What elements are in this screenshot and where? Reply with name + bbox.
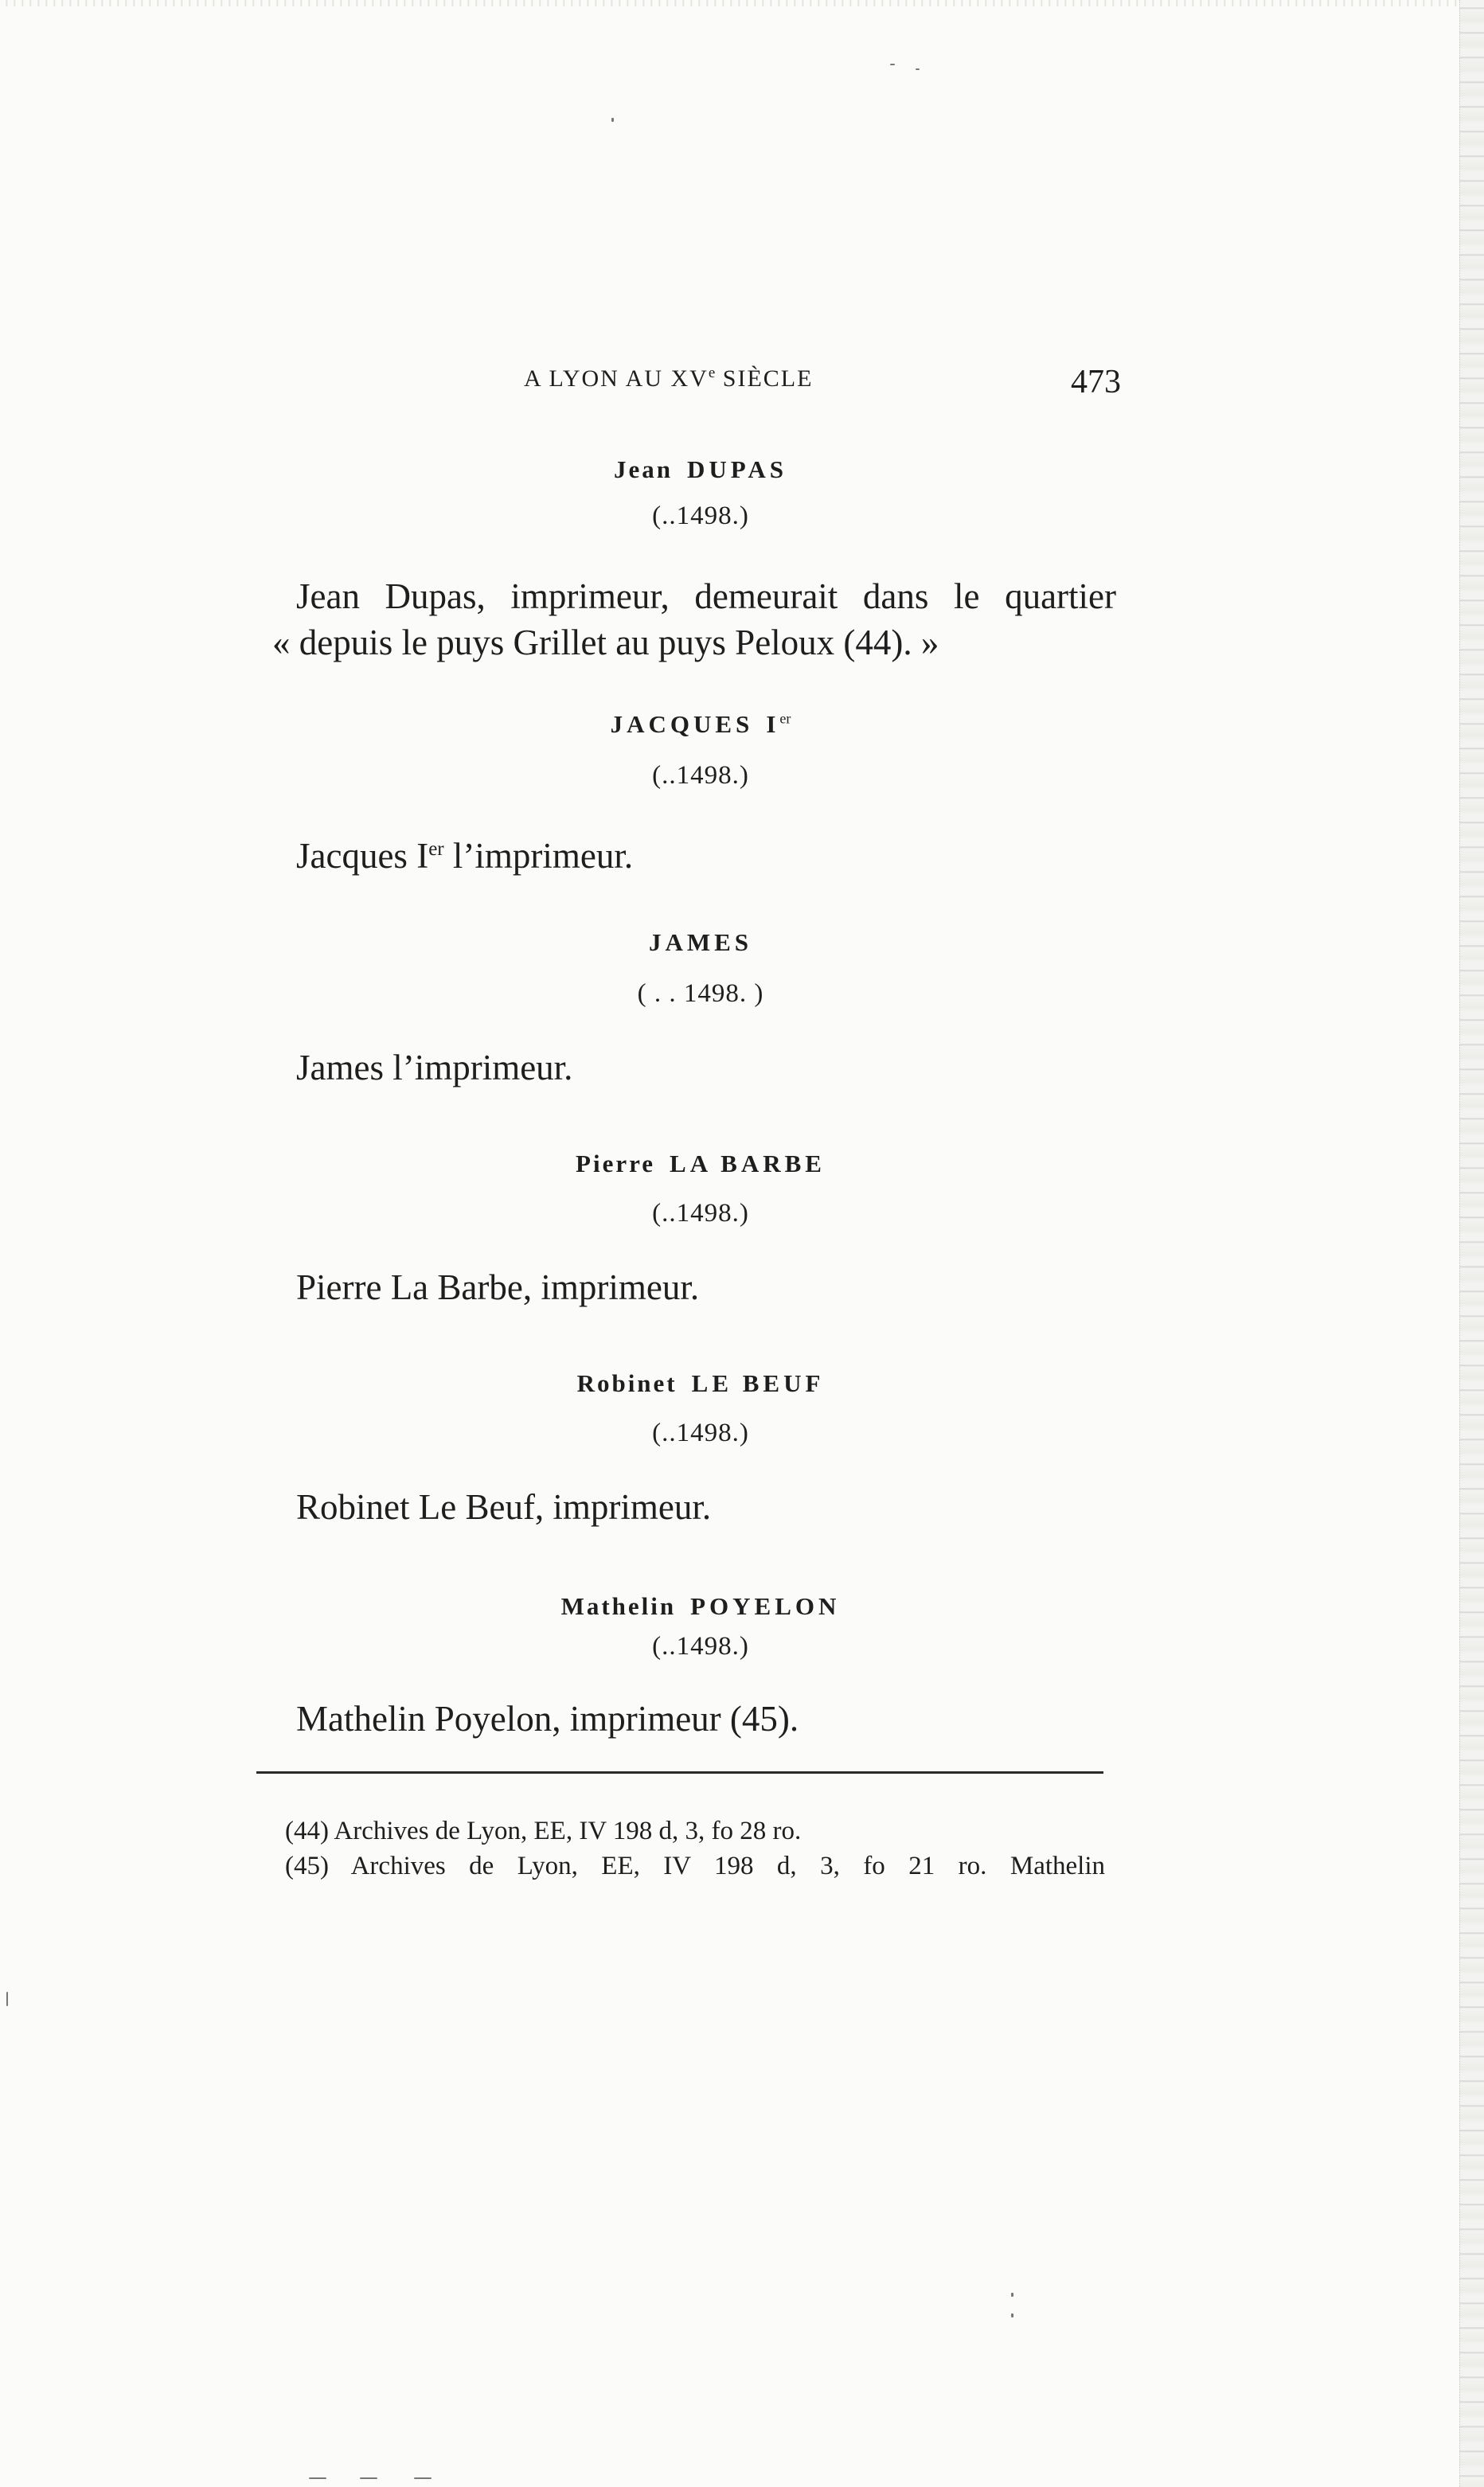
- entry-body-line-sup: er: [428, 838, 444, 860]
- scan-speck: [890, 64, 895, 65]
- entry-surname: JACQUES: [610, 710, 754, 738]
- entry-body-la-barbe: [296, 1264, 1116, 1310]
- scan-speck: [6, 1992, 8, 2006]
- entry-given-name: Robinet: [576, 1369, 678, 1397]
- entry-date-dupas: (..1498.): [652, 502, 749, 530]
- entry-heading-poyelon: [287, 1592, 1115, 1621]
- scan-speck: [309, 2477, 326, 2479]
- entry-heading-le-beuf: [287, 1369, 1115, 1398]
- entry-body-line: James l’imprimeur.: [296, 1048, 573, 1087]
- entry-body-le-beuf: [296, 1484, 1116, 1530]
- running-head-title-a: A LYON AU XV: [524, 365, 709, 392]
- entry-heading-jacques: [287, 710, 1115, 739]
- entry-body-jacques: [296, 826, 1116, 879]
- entry-surname: POYELON: [690, 1592, 841, 1620]
- entry-given-name: Pierre: [576, 1150, 656, 1177]
- footnote-44: (44) Archives de Lyon, EE, IV 198 d, 3, fo 28 ro.: [285, 1817, 802, 1845]
- entry-body-poyelon: [296, 1696, 1116, 1742]
- entry-date-le-beuf: (..1498.): [652, 1419, 749, 1447]
- entry-surname-suffix: I: [766, 710, 780, 738]
- scan-speck: [1011, 2313, 1013, 2317]
- entry-heading-la-barbe: [287, 1150, 1115, 1178]
- entry-date-james: ( . . 1498. ): [637, 979, 764, 1008]
- entry-body-line: [296, 826, 1116, 879]
- entry-body-line: Jean Dupas, imprimeur, demeurait dans le quartier: [296, 576, 1116, 616]
- footnote-rule: [256, 1771, 1103, 1774]
- entry-given-name: Jean: [613, 455, 673, 483]
- entry-date-la-barbe: (..1498.): [652, 1199, 749, 1228]
- scan-speck: [1011, 2293, 1013, 2297]
- scan-speck: [916, 68, 920, 70]
- entry-body-line: Robinet Le Beuf, imprimeur.: [296, 1487, 712, 1527]
- entry-date-jacques: (..1498.): [652, 761, 749, 790]
- running-head-superscript: e: [708, 365, 716, 381]
- page-number: 473: [1071, 364, 1121, 400]
- entry-body-james: [296, 1044, 1116, 1091]
- scan-speck: [360, 2477, 377, 2479]
- entry-body-line-part: Jacques I: [296, 836, 429, 876]
- entry-body-line: « depuis le puys Grillet au puys Peloux (44). »: [272, 623, 939, 662]
- entry-surname: LA BARBE: [670, 1150, 826, 1177]
- entry-body-dupas: [272, 573, 1116, 666]
- entry-surname-suffix-sup: er: [779, 710, 791, 727]
- entry-body-line: Pierre La Barbe, imprimeur.: [296, 1267, 700, 1307]
- entry-given-name: Mathelin: [560, 1592, 677, 1620]
- entry-body-line-part: l’imprimeur.: [443, 836, 634, 876]
- scan-speck: [414, 2477, 432, 2479]
- entry-heading-james: [287, 928, 1115, 957]
- entry-surname: LE BEUF: [691, 1369, 825, 1397]
- entry-heading-dupas: [287, 455, 1115, 484]
- scan-speck: [611, 118, 614, 122]
- entry-date-poyelon: (..1498.): [652, 1632, 749, 1661]
- entry-body-line: Mathelin Poyelon, imprimeur (45).: [296, 1699, 799, 1739]
- footnote-45: (45) Archives de Lyon, EE, IV 198 d, 3, fo 21 ro. Mathelin: [285, 1852, 1105, 1880]
- entry-surname: JAMES: [648, 928, 753, 956]
- running-head-title-b: SIÈCLE: [715, 365, 814, 392]
- running-head: [524, 365, 858, 392]
- entry-surname: DUPAS: [686, 455, 788, 483]
